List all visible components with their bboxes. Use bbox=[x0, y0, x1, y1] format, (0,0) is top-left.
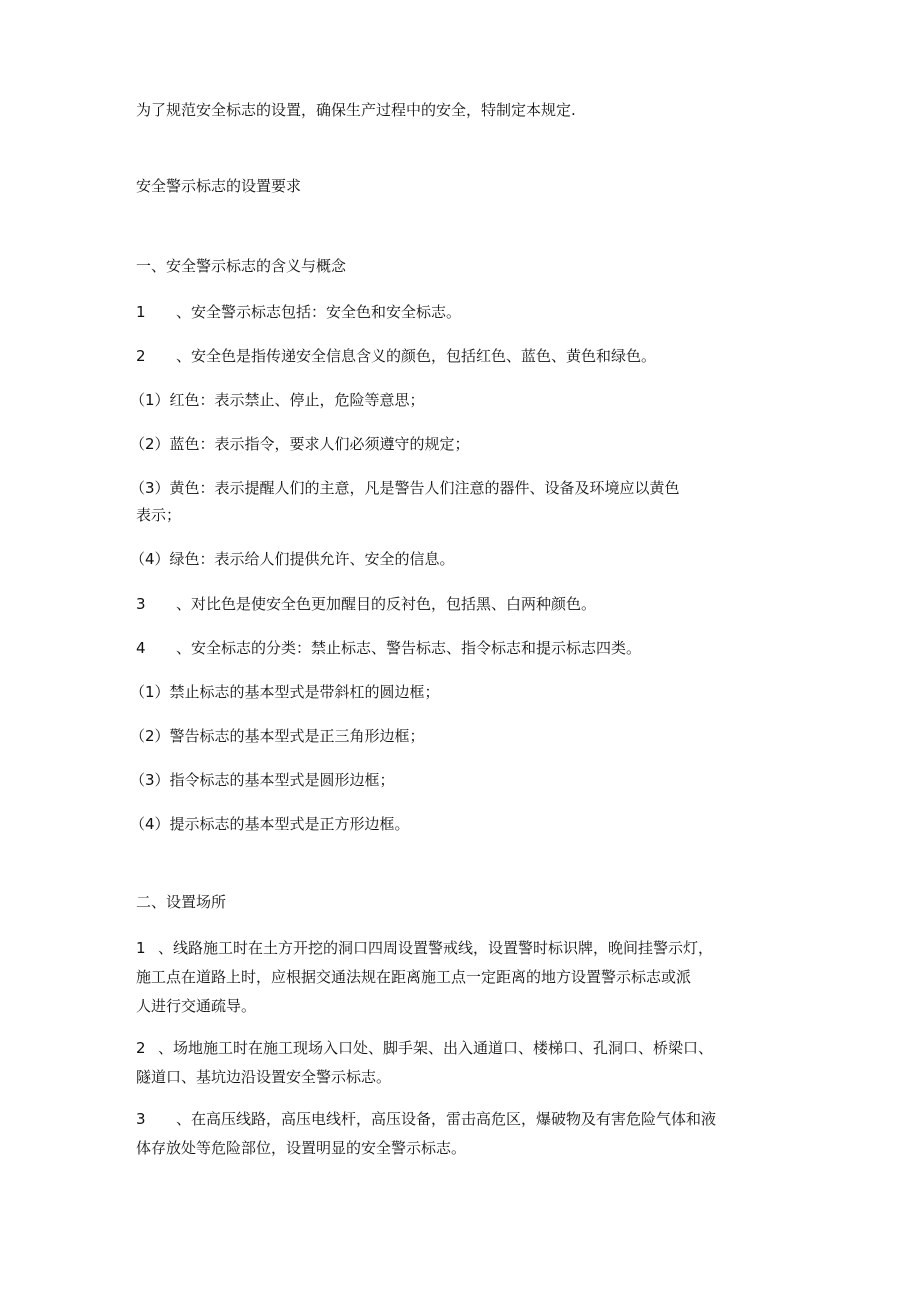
sign-warning: （2）警告标志的基本型式是正三角形边框； bbox=[130, 727, 425, 745]
color-yellow-line2: 表示； bbox=[136, 506, 182, 524]
item-4-text: 、安全标志的分类：禁止标志、警告标志、指令标志和提示标志四类。 bbox=[176, 639, 642, 657]
item-1-number: 1 bbox=[136, 303, 146, 321]
sign-information: （4）提示标志的基本型式是正方形边框。 bbox=[130, 815, 410, 833]
sign-prohibition: （1）禁止标志的基本型式是带斜杠的圆边框； bbox=[130, 683, 440, 701]
location-1 bbox=[136, 934, 786, 1021]
location-3 bbox=[136, 1105, 786, 1163]
location-3-line2: 体存放处等危险部位，设置明显的安全警示标志。 bbox=[136, 1139, 467, 1157]
item-4 bbox=[136, 638, 641, 658]
item-3-number: 3 bbox=[136, 595, 146, 613]
item-1-text: 、安全警示标志包括：安全色和安全标志。 bbox=[176, 303, 462, 321]
color-blue: （2）蓝色：表示指令，要求人们必须遵守的规定； bbox=[130, 435, 470, 453]
section-title: 安全警示标志的设置要求 bbox=[136, 177, 302, 195]
location-2-line1: 、场地施工时在施工现场入口处、脚手架、出入通道口、楼梯口、孔洞口、桥梁口、 bbox=[158, 1039, 714, 1057]
part2-heading: 二、设置场所 bbox=[136, 893, 227, 911]
sign-mandatory: （3）指令标志的基本型式是圆形边框； bbox=[130, 771, 395, 789]
item-2-text: 、安全色是指传递安全信息含义的颜色，包括红色、蓝色、黄色和绿色。 bbox=[176, 347, 657, 365]
location-2-number: 2 bbox=[136, 1039, 146, 1057]
color-green: （4）绿色：表示给人们提供允许、安全的信息。 bbox=[130, 550, 455, 568]
intro-text: 为了规范安全标志的设置，确保生产过程中的安全，特制定本规定. bbox=[136, 101, 576, 119]
color-yellow-line1: （3）黄色：表示提醒人们的主意，凡是警告人们注意的器件、设备及环境应以黄色 bbox=[130, 479, 680, 497]
location-1-number: 1 bbox=[136, 939, 146, 957]
item-3 bbox=[136, 594, 596, 614]
location-3-line1: 、在高压线路，高压电线杆，高压设备，雷击高危区，爆破物及有害危险气体和液 bbox=[176, 1110, 717, 1128]
color-red: （1）红色：表示禁止、停止，危险等意思； bbox=[130, 391, 425, 409]
location-1-line2: 施工点在道路上时，应根据交通法规在距离施工点一定距离的地方设置警示标志或派 bbox=[136, 968, 692, 986]
location-3-number: 3 bbox=[136, 1110, 146, 1128]
location-1-line3: 人进行交通疏导。 bbox=[136, 997, 257, 1015]
item-2-number: 2 bbox=[136, 347, 146, 365]
location-1-line1: 、线路施工时在土方开挖的洞口四周设置警戒线，设置警时标识牌，晚间挂警示灯， bbox=[158, 939, 714, 957]
part1-heading: 一、安全警示标志的含义与概念 bbox=[136, 257, 347, 275]
item-1 bbox=[136, 302, 461, 322]
item-2 bbox=[136, 346, 656, 366]
location-2-line2: 隧道口、基坑边沿设置安全警示标志。 bbox=[136, 1068, 392, 1086]
item-3-text: 、对比色是使安全色更加醒目的反衬色，包括黑、白两种颜色。 bbox=[176, 595, 597, 613]
location-2 bbox=[136, 1034, 786, 1092]
item-4-number: 4 bbox=[136, 639, 146, 657]
